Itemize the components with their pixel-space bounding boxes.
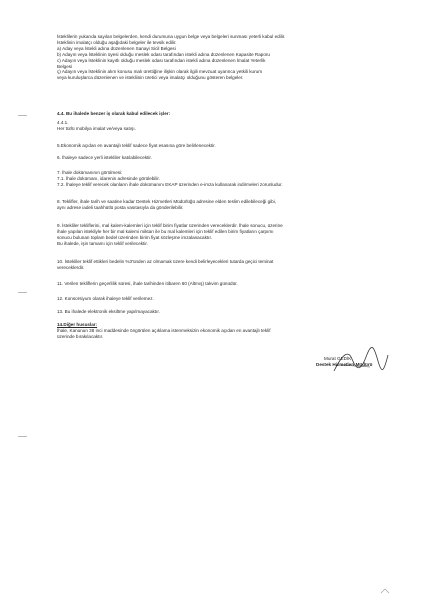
section-5 (57, 143, 387, 149)
intro-item-c-cont: Belgesi (57, 63, 73, 69)
intro-item-cc: ç) Adayın veya İsteklinin alım konusu malı ürettiğine ilişkin olarak ilgili mevzuat uyarınca yetkili kurum (57, 69, 263, 75)
section-heading: 14.Diğer hususlar: (57, 322, 98, 327)
section-10 (57, 259, 387, 271)
section-text: 7.1. İhale dokümanı, idarenin adresinde görülebilir. (57, 175, 160, 181)
section-text: aynı adrese iadeli taahhütlü posta vasıtasıyla da gönderilebilir. (57, 204, 184, 210)
section-12 (57, 296, 387, 302)
section-4-4 (57, 111, 387, 117)
section-11 (57, 281, 387, 287)
section-text: 6. İhaleye sadece yerli istekliler katılabilecektir. (57, 155, 152, 160)
margin-mark (18, 115, 27, 116)
signature-block (316, 356, 386, 368)
section-text: 11. Verilen tekliflerin geçerlilik süresi, ihale tarihinden itibaren 60 (Altmış) takvim günüdür. (57, 281, 238, 286)
section-14 (57, 322, 387, 340)
section-text: Her türlü mobilya imalat ve/veya satışı. (57, 125, 136, 131)
signatory-title: Destek Hizmetleri Müdürü (316, 362, 373, 367)
margin-mark (18, 436, 27, 437)
section-text: 12. Konsorsiyum olarak ihaleye teklif verilemez. (57, 296, 154, 301)
section-7 (57, 170, 387, 188)
section-6 (57, 155, 387, 161)
page-corner-mark (380, 588, 390, 594)
section-heading: 7. İhale dokümanının görülmesi: (57, 170, 123, 175)
section-4-4-1 (57, 120, 387, 132)
intro-section (57, 34, 387, 81)
section-text: 9. İstekliler tekliflerini, mal kalem-kalemleri için teklif birim fiyatlar üzerinden vereceklerdir. İhale sonucu, üzerine (57, 223, 283, 228)
intro-item-a: a) Aday veya İstekli adına düzenlenen Sanayi Sicil Belgesi (57, 45, 176, 51)
section-13 (57, 309, 387, 315)
intro-line: İsteklilerin yukarıda sayılan belgelerden, kendi durumuna uygun belge veya belgeleri sunması yeterli kabul edilir. (57, 34, 286, 39)
section-text: 10. İstekliler teklif ettikleri bedelin %3'ünden az olmamak üzere kendi belirleyecekleri tutarda geçici teminat (57, 259, 274, 264)
section-text: İhale, Kanunun 38 inci maddesinde öngörülen açıklama istenmeksizin ekonomik açıdan en avantajlı teklif (57, 327, 271, 333)
intro-line: İsteklinin imalatçı olduğu aşağıdaki belgeler ile tevsik edilir. (57, 39, 177, 45)
margin-mark (18, 292, 27, 293)
section-text: Bu ihalede, işin tamamı için teklif verilecektir. (57, 240, 148, 246)
section-9 (57, 223, 387, 247)
section-text: 5.Ekonomik açıdan en avantajlı teklif sadece fiyat esasına göre belirlenecektir. (57, 143, 216, 148)
section-text: üzerinde bırakılacaktır. (57, 333, 104, 339)
section-subheading: 4.4.1. (57, 120, 69, 125)
section-text: sonucu bulunan toplam bedel üzerinden birim fiyat sözleşme imzalanacaktır. (57, 234, 212, 240)
intro-item-b: b) Adayın veya İsteklinin üyesi olduğu meslek odası tarafından istekli adına düzenlenen Kapasite Raporu (57, 51, 270, 57)
section-heading: 4.4. Bu ihalede benzer iş olarak kabul edilecek işler: (57, 111, 171, 116)
section-text: 8. Teklifler, ihale tarih ve saatine kadar Destek Hizmetleri Müdürlüğü adresine elden teslim edilebileceği gibi, (57, 199, 276, 204)
section-8 (57, 199, 387, 211)
signatory-name: Murat GEDİK (324, 356, 352, 361)
intro-item-c: c) Adayın veya İsteklinin kayıtlı olduğu meslek odası tarafından istekli adına düzenlenen İmalat Yeterlik (57, 57, 266, 63)
intro-item-cc-cont: veya kuruluşlarca düzenlenen ve istekliinin üretici veya imalatçı olduğunu gösteren belgeler. (57, 75, 244, 81)
section-text: 13. Bu ihalede elektronik eksiltme yapılmayacaktır. (57, 309, 160, 314)
section-text: ihale yapılan istekliyle her bir mal kalemi miktarı ile bu mal kalemleri için teklif edilen birim fiyatların çarpımı (57, 228, 274, 234)
section-text: 7.2. İhaleye teklif verecek olanların ihale dokümanını EKAP üzerinden e-imza kullanarak indirmeleri zorunludur. (57, 181, 283, 187)
section-text: vereceklerdir. (57, 264, 85, 270)
